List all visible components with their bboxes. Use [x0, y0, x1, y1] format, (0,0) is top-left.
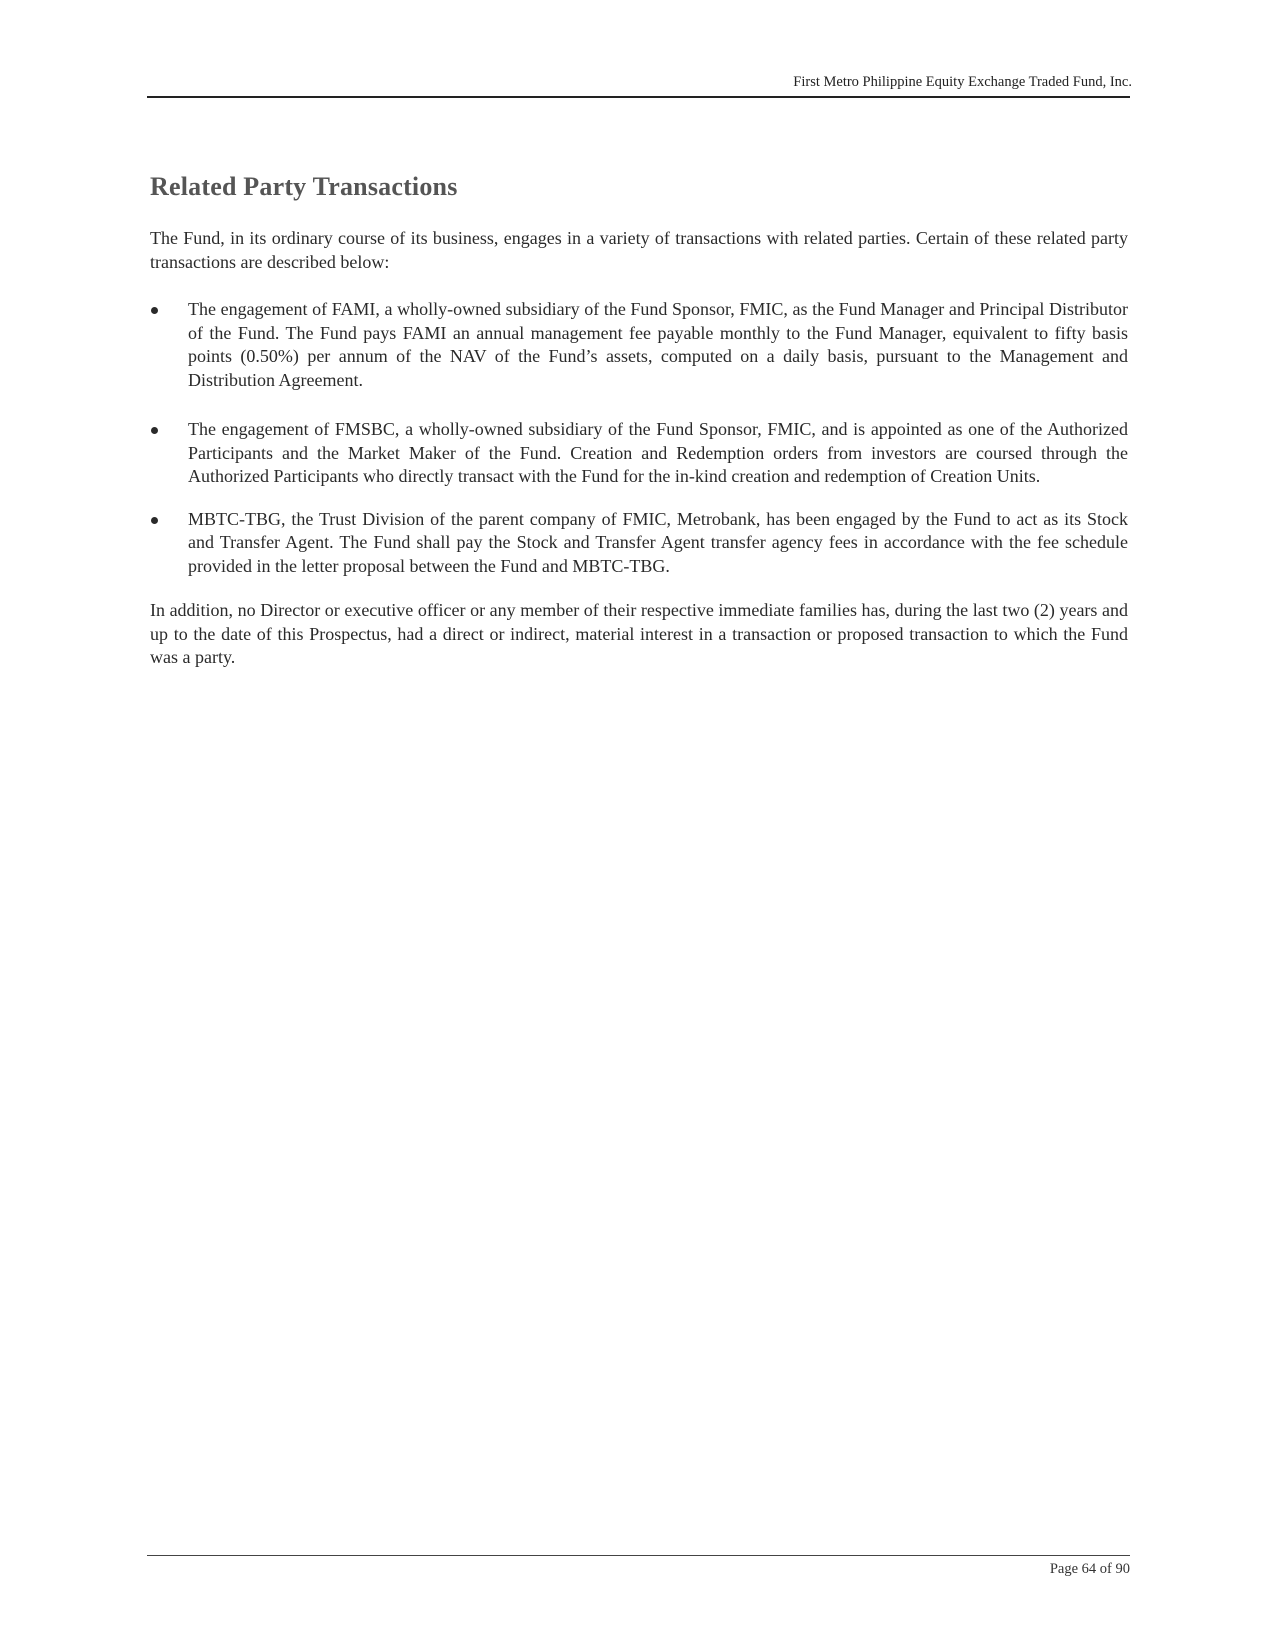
bullet-icon [151, 427, 158, 434]
list-item [150, 298, 1128, 392]
closing-paragraph: In addition, no Director or executive officer or any member of their respective immediate families has, during the last two (2) years and up to the date of this Prospectus, had a direct or indirect, material interest in a transaction or proposed transaction to which the Fund was a party. [150, 600, 1128, 667]
running-header: First Metro Philippine Equity Exchange Traded Fund, Inc. [793, 74, 1132, 90]
bullet-icon [151, 307, 158, 314]
page-content [150, 172, 1128, 670]
list-item [150, 418, 1128, 489]
header-divider [147, 96, 1130, 98]
list-item-text: The engagement of FMSBC, a wholly-owned subsidiary of the Fund Sponsor, FMIC, and is appointed as one of the Authorized Participants and the Market Maker of the Fund. Creation and Redemption orders from investors are coursed through the Authorized Participants who directly transact with the Fund for the in-kind creation and redemption of Creation Units. [188, 419, 1128, 486]
list-item-text: MBTC-TBG, the Trust Division of the parent company of FMIC, Metrobank, has been engaged by the Fund to act as its Stock and Transfer Agent. The Fund shall pay the Stock and Transfer Agent transfer agency fees in accordance with the fee schedule provided in the letter proposal between the Fund and MBTC-TBG. [188, 508, 1128, 576]
list-item-text: The engagement of FAMI, a wholly-owned subsidiary of the Fund Sponsor, FMIC, as the Fund Manager and Principal Distributor of the Fund. The Fund pays FAMI an annual management fee payable monthly to the Fund Manager, equivalent to fifty basis points (0.50%) per annum of the NAV of the Fund’s assets, computed on a daily basis, pursuant to the Management and Distribution Agreement. [188, 299, 1128, 390]
related-party-list [150, 298, 1128, 578]
footer-divider [147, 1555, 1130, 1556]
intro-paragraph: The Fund, in its ordinary course of its business, engages in a variety of transactions with related parties. Certain of these related party transactions are described below: [150, 228, 1128, 272]
page-number: Page 64 of 90 [1049, 1561, 1130, 1577]
list-item [150, 508, 1128, 579]
section-title: Related Party Transactions [150, 172, 458, 201]
bullet-icon [151, 517, 158, 524]
